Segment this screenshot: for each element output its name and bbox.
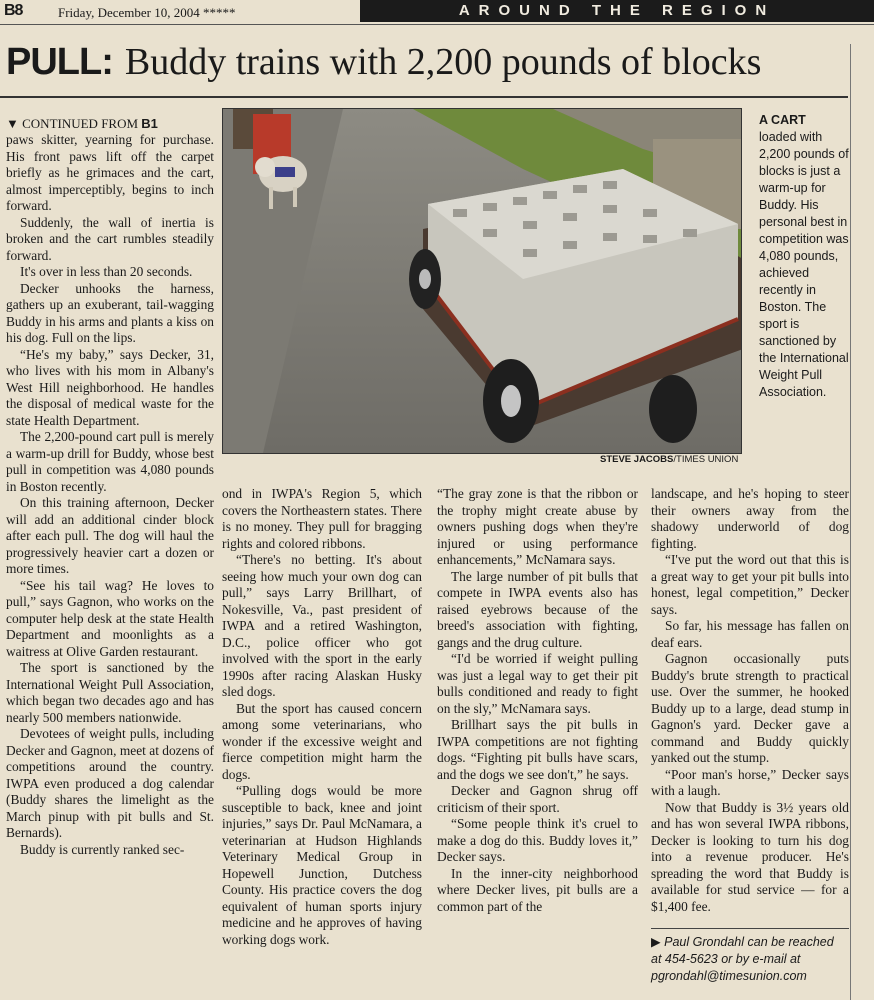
author-line-1: Paul Grondahl can be reached	[664, 935, 834, 949]
article-paragraph: “Pulling dogs would be more susceptible to back, knee and joint injuries,” says Dr. Paul McNamara, a veterinarian at Hudson Highlands Veterinary Medical Group in Hopewell Junction, Dutchess County. His practice covers the dog equivalent of human sports injury medicine and he approves of having working dogs work.	[222, 783, 422, 947]
article-paragraph: “See his tail wag? He loves to pull,” says Gagnon, who works on the computer help desk at the state Health Department and moonlights as a waitress at Olive Garden restaurant.	[6, 577, 214, 659]
page-header	[0, 0, 874, 26]
author-contact	[651, 934, 851, 985]
article-paragraph: Suddenly, the wall of inertia is broken and the cart rumbles steadily forward.	[6, 214, 214, 263]
photo-credit	[600, 454, 738, 465]
adjacent-article-edge	[858, 44, 874, 1000]
article-paragraph: On this training afternoon, Decker will add an additional cinder block after each pull. The dog will haul the progressively heavier cart a dozen or more times.	[6, 495, 214, 576]
article-paragraph: So far, his message has fallen on deaf ears.	[651, 618, 849, 650]
page-number: B8	[4, 2, 23, 19]
article-paragraph: “Poor man's horse,” Decker says with a laugh.	[651, 766, 849, 798]
author-rule	[651, 928, 849, 929]
photo-caption	[759, 112, 851, 401]
article-paragraph: “There's no betting. It's about seeing how much your own dog can pull,” says Larry Brillhart, of Nokesville, Va., past president of IWPA and a retired Washington, D.C., police officer who got involved with the sport in the early 1990s after racing Alaskan Husky sled dogs.	[222, 552, 422, 699]
right-arrow-icon: ▶	[651, 935, 661, 949]
article-paragraph: “I'd be worried if weight pulling was just a legal way to get their pit bulls conditioned and ready to fight on the sly,” McNamara says.	[437, 651, 638, 716]
article-column-1	[6, 132, 214, 998]
continued-label: CONTINUED FROM	[22, 116, 139, 131]
author-email: pgrondahl@timesunion.com	[651, 969, 807, 983]
dateline: Friday, December 10, 2004 *****	[58, 5, 236, 20]
article-paragraph: “I've put the word out that this is a great way to get your pit bulls into honest, legal competition,” Decker says.	[651, 552, 849, 617]
caption-text: loaded with 2,200 pounds of blocks is just a warm-up for Buddy. His personal best in competition was 4,080 pounds, achieved recently in Boston. The sport is sanctioned by the International Weight Pull Association.	[759, 130, 849, 399]
headline	[6, 40, 761, 84]
photo-organization: /TIMES UNION	[673, 454, 739, 465]
continued-ref: B1	[141, 116, 158, 131]
article-column-4	[651, 486, 849, 936]
article-paragraph: Decker unhooks the harness, gathers up an exuberant, tail-wagging Buddy in his arms and plants a kiss on his dog. Full on the lips.	[6, 280, 214, 345]
headline-rule	[0, 96, 848, 98]
article-paragraph: Buddy is currently ranked sec-	[20, 841, 185, 857]
article-paragraph: Gagnon occasionally puts Buddy's brute strength to practical use. Over the summer, he hooked Buddy up to a large, dead stump in Gagnon's yard. Decker gave a command and Buddy quickly yanked out the stump.	[651, 651, 849, 765]
headline-text: Buddy trains with 2,200 pounds of blocks	[124, 41, 762, 83]
article-paragraph: paws skitter, yearning for purchase. His front paws lift off the carpet briefly as he grimaces and the cart, almost imperceptibly, begins to inch forward.	[6, 132, 214, 213]
down-arrow-icon: ▼	[6, 116, 19, 131]
article-paragraph: Devotees of weight pulls, including Decker and Gagnon, meet at dozens of competitions around the country. IWPA even produced a dog calendar (Buddy shares the limelight as the March pinup with pit bulls and St. Bernards).	[6, 726, 214, 840]
article-paragraph: The sport is sanctioned by the International Weight Pull Association, which began two decades ago and has nearly 500 members nationwide.	[6, 660, 214, 725]
article-paragraph: The 2,200-pound cart pull is merely a warm-up drill for Buddy, whose best pull in competition was 4,080 pounds in Boston recently.	[6, 429, 214, 494]
article-paragraph: It's over in less than 20 seconds.	[20, 264, 193, 279]
article-paragraph: “He's my baby,” says Decker, 31, who lives with his mom in Albany's West Hill neighborhood. He handles the disposal of medical waste for the state Health Department.	[6, 346, 214, 428]
headline-kicker: PULL:	[6, 41, 113, 83]
author-line-2: at 454-5623 or by e-mail at	[651, 952, 801, 966]
article-paragraph: landscape, and he's hoping to steer their owners away from the shadowy underworld of dog fighting.	[651, 486, 849, 551]
caption-heading: A CART	[759, 113, 806, 127]
continued-from	[6, 116, 158, 132]
cart-with-blocks-photo	[223, 109, 741, 453]
article-paragraph: But the sport has caused concern among some veterinarians, who wonder if the excessive weight and fierce competition might harm the dogs.	[222, 700, 422, 782]
article-column-3	[437, 486, 638, 998]
article-paragraph: “The gray zone is that the ribbon or the trophy might create abuse by owners pushing dogs when they're injured or using performance enhancements,” McNamara says.	[437, 486, 638, 567]
section-banner: AROUND THE REGION	[360, 0, 874, 22]
article-column-2	[222, 486, 422, 998]
article-paragraph: “Some people think it's cruel to make a dog do this. Buddy loves it,” Decker says.	[437, 816, 638, 864]
photographer-name: STEVE JACOBS	[600, 454, 674, 465]
top-rule	[0, 24, 874, 25]
article-paragraph: ond in IWPA's Region 5, which covers the Northeastern states. There is no money. They pull for bragging rights and colored ribbons.	[222, 486, 422, 551]
article-paragraph: Brillhart says the pit bulls in IWPA competitions are not fighting dogs. “Fighting pit bulls have scars, and the dogs we see don't,” he says.	[437, 717, 638, 782]
article-paragraph: Now that Buddy is 3½ years old and has won several IWPA ribbons, Decker is looking to turn his dog into a revenue producer. He's spreading the word that Buddy is available for stud service — for a $1,400 fee.	[651, 799, 849, 914]
news-photo	[222, 108, 742, 454]
article-paragraph: The large number of pit bulls that compete in IWPA events also has raised eyebrows because of the breed's association with fighting, gangs and the drug culture.	[437, 568, 638, 650]
article-paragraph: In the inner-city neighborhood where Decker lives, pit bulls are a common part of the	[437, 865, 638, 914]
article-paragraph: Decker and Gagnon shrug off criticism of their sport.	[437, 783, 638, 815]
